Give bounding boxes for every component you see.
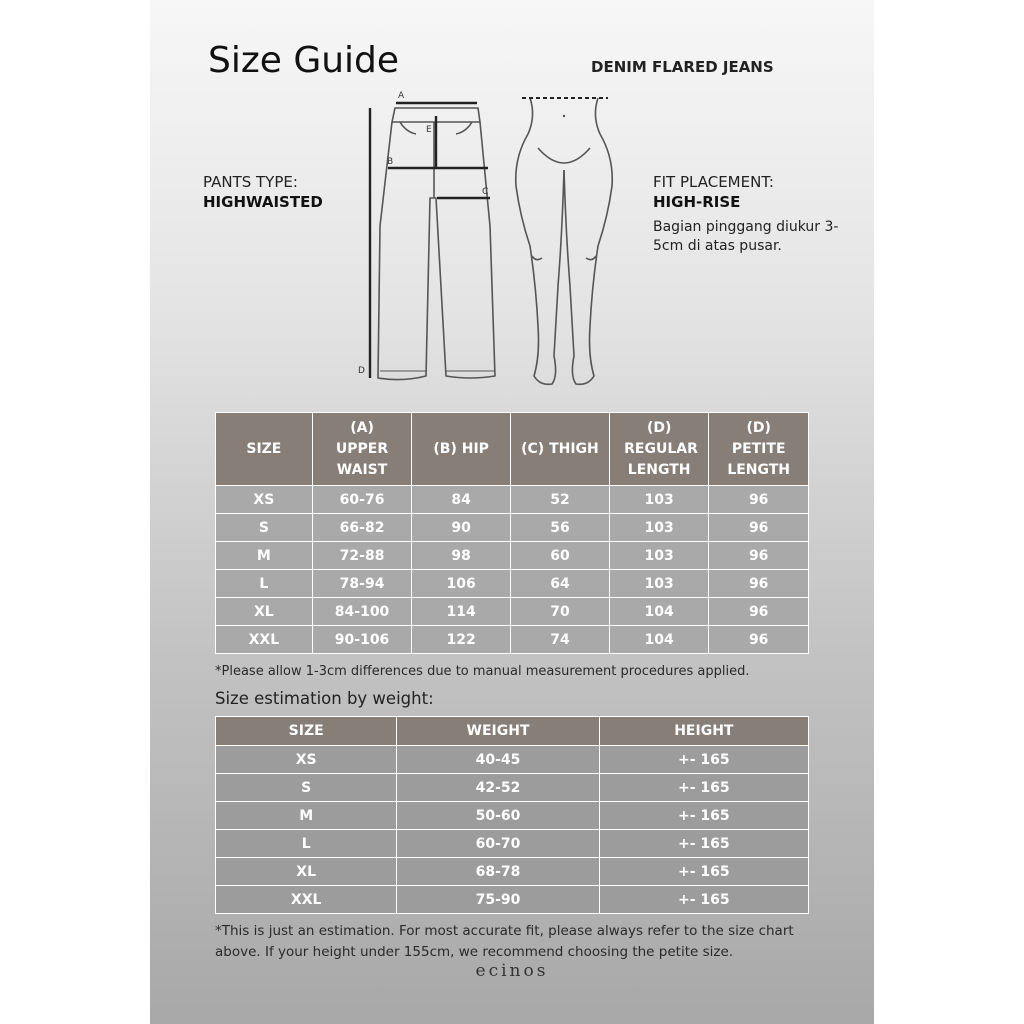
size-cell: S (216, 774, 397, 802)
hip-cell: 114 (412, 598, 511, 626)
petite-length-cell: 96 (709, 570, 809, 598)
table-row (216, 830, 809, 858)
size-cell: XL (216, 598, 313, 626)
pants-type-label: PANTS TYPE: (203, 173, 298, 191)
regular-length-cell: 103 (609, 542, 708, 570)
measure-label-a: A (398, 91, 405, 101)
page-title: Size Guide (208, 40, 400, 81)
measure-label-c: C (482, 187, 489, 197)
petite-length-cell: 96 (709, 486, 809, 514)
table-row (216, 858, 809, 886)
upper-waist-cell: 78-94 (312, 570, 412, 598)
petite-length-cell: 96 (709, 514, 809, 542)
pants-type-value: HIGHWAISTED (203, 193, 323, 211)
regular-length-cell: 103 (609, 514, 708, 542)
height-cell: +- 165 (599, 858, 808, 886)
column-header-size: SIZE (216, 413, 313, 486)
measure-label-d: D (358, 366, 365, 376)
pants-diagram (350, 86, 510, 386)
size-cell: XXL (216, 886, 397, 914)
measurement-note: *Please allow 1-3cm differences due to manual measurement procedures applied. (215, 664, 750, 679)
column-header-size: SIZE (216, 717, 397, 746)
upper-waist-cell: 60-76 (312, 486, 412, 514)
thigh-cell: 60 (510, 542, 609, 570)
table-row (216, 774, 809, 802)
height-cell: +- 165 (599, 830, 808, 858)
regular-length-cell: 104 (609, 626, 708, 654)
table-row (216, 626, 809, 654)
table-row (216, 542, 809, 570)
table-row (216, 514, 809, 542)
height-cell: +- 165 (599, 774, 808, 802)
measure-label-b: B (387, 157, 394, 167)
size-cell: XXL (216, 626, 313, 654)
petite-length-cell: 96 (709, 598, 809, 626)
thigh-cell: 70 (510, 598, 609, 626)
thigh-cell: 52 (510, 486, 609, 514)
hip-cell: 98 (412, 542, 511, 570)
size-cell: XS (216, 486, 313, 514)
table-row (216, 746, 809, 774)
body-silhouette-diagram (510, 86, 620, 391)
product-name: DENIM FLARED JEANS (591, 58, 774, 76)
weight-cell: 75-90 (397, 886, 599, 914)
column-header-height: HEIGHT (599, 717, 808, 746)
table-row (216, 886, 809, 914)
weight-cell: 40-45 (397, 746, 599, 774)
size-cell: M (216, 542, 313, 570)
thigh-cell: 64 (510, 570, 609, 598)
thigh-cell: 56 (510, 514, 609, 542)
regular-length-cell: 103 (609, 570, 708, 598)
weight-header-row (216, 717, 809, 746)
column-header-thigh: (C) THIGH (510, 413, 609, 486)
weight-section-heading: Size estimation by weight: (215, 689, 434, 708)
column-header-petite-length: (D) PETITE LENGTH (709, 413, 809, 486)
estimation-note: *This is just an estimation. For most accurate fit, please always refer to the size chart above. If your height under 155cm, we recommend choosing the petite size. (215, 923, 794, 960)
size-cell: L (216, 830, 397, 858)
regular-length-cell: 103 (609, 486, 708, 514)
table-row (216, 570, 809, 598)
upper-waist-cell: 72-88 (312, 542, 412, 570)
fit-placement-value: HIGH-RISE (653, 193, 741, 211)
size-cell: S (216, 514, 313, 542)
table-row (216, 598, 809, 626)
size-cell: XS (216, 746, 397, 774)
pants-measure-labels (358, 91, 488, 376)
column-header-upper-waist: (A) UPPER WAIST (312, 413, 412, 486)
regular-length-cell: 104 (609, 598, 708, 626)
upper-waist-cell: 84-100 (312, 598, 412, 626)
thigh-cell: 74 (510, 626, 609, 654)
size-cell: L (216, 570, 313, 598)
height-cell: +- 165 (599, 886, 808, 914)
table-row (216, 486, 809, 514)
brand-logo: ecinos (475, 961, 549, 981)
hip-cell: 106 (412, 570, 511, 598)
column-header-hip: (B) HIP (412, 413, 511, 486)
weight-estimation-table (215, 716, 809, 914)
size-guide-page (150, 0, 874, 1024)
height-cell: +- 165 (599, 746, 808, 774)
weight-cell: 68-78 (397, 858, 599, 886)
measure-label-e: E (426, 125, 432, 135)
fit-placement-label: FIT PLACEMENT: (653, 173, 774, 191)
size-chart-table (215, 412, 809, 654)
fit-placement-note: Bagian pinggang diukur 3-5cm di atas pusar. (653, 219, 839, 254)
weight-cell: 42-52 (397, 774, 599, 802)
petite-length-cell: 96 (709, 542, 809, 570)
upper-waist-cell: 66-82 (312, 514, 412, 542)
table-row (216, 802, 809, 830)
weight-cell: 50-60 (397, 802, 599, 830)
hip-cell: 122 (412, 626, 511, 654)
weight-cell: 60-70 (397, 830, 599, 858)
height-cell: +- 165 (599, 802, 808, 830)
column-header-weight: WEIGHT (397, 717, 599, 746)
column-header-regular-length: (D) REGULAR LENGTH (609, 413, 708, 486)
petite-length-cell: 96 (709, 626, 809, 654)
hip-cell: 90 (412, 514, 511, 542)
size-cell: M (216, 802, 397, 830)
hip-cell: 84 (412, 486, 511, 514)
size-chart-header-row (216, 413, 809, 486)
upper-waist-cell: 90-106 (312, 626, 412, 654)
size-cell: XL (216, 858, 397, 886)
